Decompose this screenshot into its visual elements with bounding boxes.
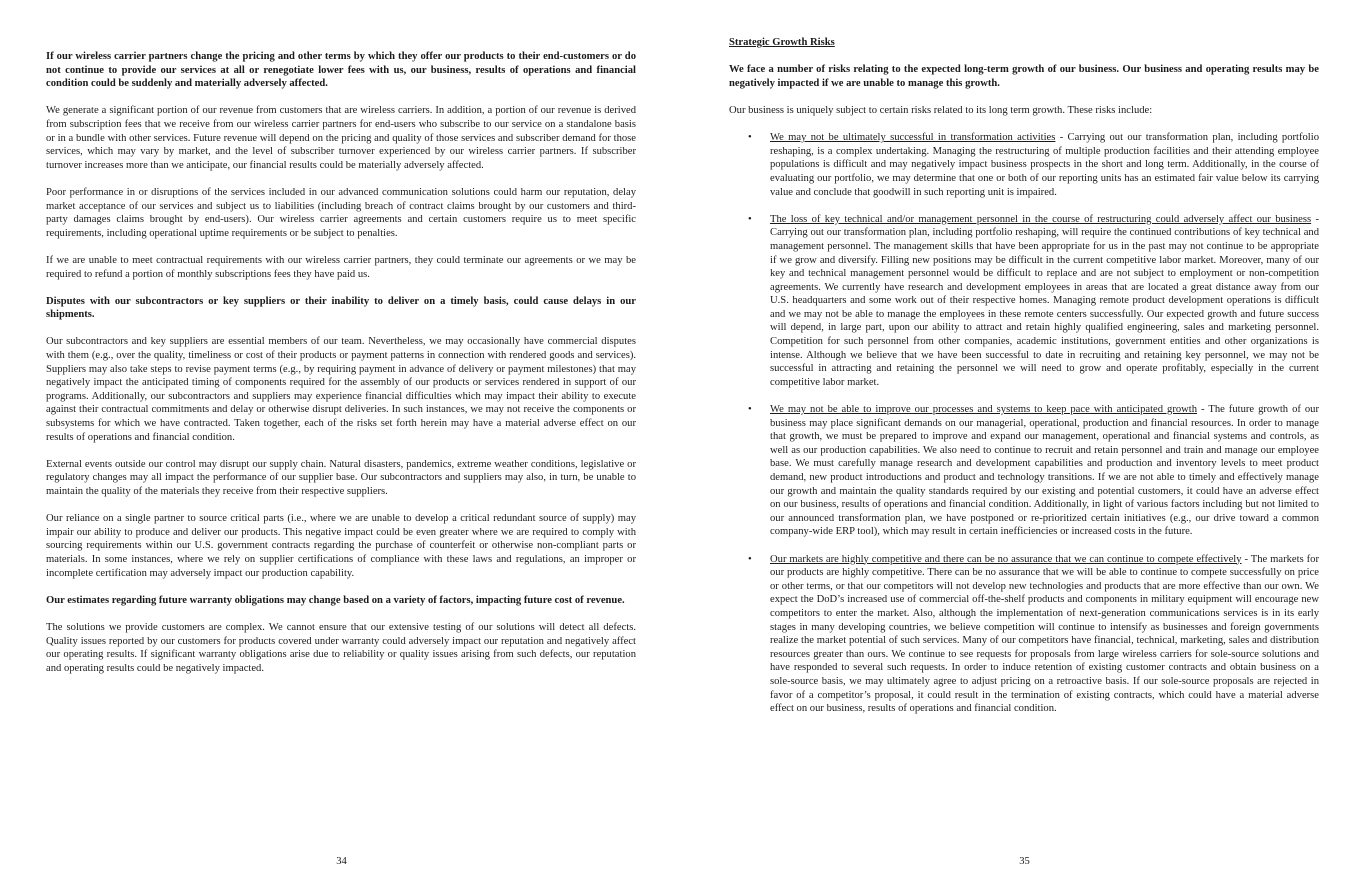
bullet-lead-processes-systems: We may not be able to improve our processes and systems to keep pace with anticipated growth xyxy=(770,404,1198,416)
bullet-text: - Carrying out our transformation plan, including portfolio reshaping, is a complex undertaking. Managing the restructuring of multiple production facilities and their attending employee populations is difficult and may negatively impact business prospects in the short and long term. Additionally, in the course of evaluating our portfolio, we may determine that one or both of our reporting units has an estimated fair value below its carrying value and conclude that goodwill in such reporting unit is impaired. xyxy=(770,132,1319,198)
bullet-marker: • xyxy=(748,553,752,565)
bullet-text: - The markets for our products are highly competitive. There can be no assurance that we will be able to continue to compete successfully on price or other terms, or that our competitors will not develop new technologies and products that are more effective than our own. We expect the DoD’s increased use of commercial off-the-shelf products and components in military equipment will encourage new competitors to enter the market. Also, although the implementation of next-generation communications services is in its early stages in many developing countries, we believe competition will continue to intensify as businesses and foreign governments realize the market potential of such services. Many of our competitors have financial, technical, marketing, sales and distribution resources greater than ours. We continue to see requests for proposals from large wireless carriers for sole-source solutions and have responded to several such requests. In order to induce retention of existing customer contracts and obtain business on a sole-source basis, we may ultimately agree to adjust pricing on a retroactive basis. If our sole-source proposals are rejected in favor of a competitor’s proposal, it could result in the termination of existing contracts, which could have a material adverse effect on our business, results of operations and financial condition. xyxy=(770,553,1319,715)
paragraph-subcontractors: Our subcontractors and key suppliers are essential members of our team. Nevertheless, we may occasionally have commercial disputes with them (e.g., over the quality, timeliness or cost of their products or payment patterns in connection with rendered goods and services). Suppliers may also take steps to revise payment terms (e.g., by requiring payment in advance of delivery or payment milestones) that may negatively impact the anticipated timing of components required for the assembly of our products or services rendered in support of our programs. Additionally, our subcontractors and suppliers may experience financial difficulties which may impact their ability to execute against their contractual commitments and delay or otherwise disrupt deliveries. In such instances, we may not receive the components or subsystems for which we have contracted. Taken together, each of the risks set forth herein may have a material adverse effect on our results of operations and financial condition. xyxy=(46,336,636,443)
growth-risks-list xyxy=(729,131,1319,716)
list-item xyxy=(729,403,1319,539)
bullet-lead-transformation: We may not be ultimately successful in transformation activities xyxy=(770,132,1056,144)
list-item xyxy=(729,213,1319,390)
page-35 xyxy=(683,0,1365,889)
paragraph-warranty: The solutions we provide customers are complex. We cannot ensure that our extensive testing of our solutions will detect all defects. Quality issues reported by our customers for products covered under warranty could adversely impact our reputation and negatively affect our operating results. If significant warranty obligations arise due to reliability or quality issues arising from such defects, our reputation and operating results could be negatively impacted. xyxy=(46,621,636,674)
paragraph-carrier-revenue: We generate a significant portion of our revenue from customers that are wireless carriers. In addition, a portion of our revenue is derived from subscription fees that we receive from our wireless carrier partners for end-users who subscribe to our service on a standalone basis or in a bundle with other services. Future revenue will depend on the pricing and quality of those services and subscriber demand for those services, which may vary by market, and the level of subscriber turnover experienced by our wireless carrier partners. If subscriber turnover increases more than we anticipate, our financial results could be materially adversely affected. xyxy=(46,105,636,171)
bullet-marker: • xyxy=(748,132,752,144)
bullet-marker: • xyxy=(748,213,752,225)
paragraph-external-events: External events outside our control may disrupt our supply chain. Natural disasters, pandemics, extreme weather conditions, legislative or regulatory changes may all impact the performance of our supplier base. Our subcontractors and suppliers may also, in turn, be unable to maintain the quality of the materials they receive from their respective suppliers. xyxy=(46,458,636,497)
paragraph-single-partner: Our reliance on a single partner to source critical parts (i.e., where we are unable to develop a critical redundant source of supply) may impair our ability to produce and deliver our products. This negative impact could be even greater where we are required to comply with sourcing requirements within our U.S. government contracts regarding the purchase of counterfeit or otherwise non-compliant parts or materials. In some instances, where we rely on supplier certifications of compliance with these laws and regulations, an improper or incomplete certification may adversely impact our production capability. xyxy=(46,513,636,579)
section-title-strategic-growth: Strategic Growth Risks xyxy=(729,37,835,48)
paragraph-contractual-requirements: If we are unable to meet contractual requirements with our wireless carrier partners, they could terminate our agreements or we may be required to refund a portion of monthly subscriptions fees they have paid us. xyxy=(46,254,636,280)
right-page-column xyxy=(729,36,1319,729)
page-number-left: 34 xyxy=(336,856,347,868)
risk-heading-long-term-growth: We face a number of risks relating to the expected long-term growth of our business. Our business and operating results may be negatively impacted if we are unable to manage this growth. xyxy=(729,64,1319,89)
risk-heading-wireless-carriers: If our wireless carrier partners change the pricing and other terms by which they offer our products to their end-customers or do not continue to provide our services at all or renegotiate lower fees with us, our business, results of operations and financial condition could be suddenly and materially adversely affected. xyxy=(46,51,636,90)
risk-heading-warranty: Our estimates regarding future warranty obligations may change based on a variety of factors, impacting future cost of revenue. xyxy=(46,594,625,606)
paragraph-growth-intro: Our business is uniquely subject to certain risks related to its long term growth. These risks include: xyxy=(729,104,1153,116)
page-number-right: 35 xyxy=(1019,856,1030,868)
bullet-marker: • xyxy=(748,404,752,416)
list-item xyxy=(729,553,1319,716)
left-page-column xyxy=(46,50,636,689)
bullet-lead-key-personnel: The loss of key technical and/or management personnel in the course of restructuring could adversely affect our business xyxy=(770,213,1312,225)
bullet-text: - The future growth of our business may place significant demands on our managerial, operational, production and financial resources. In order to manage that growth, we must be prepared to improve and expand our management, operational and financial systems and controls, as well as our production capabilities. We also need to continue to recruit and retain personnel and train and manage our employee base. We must carefully manage research and development capabilities and production and inventory levels to meet product demand, new product introductions and product and technology transitions. If we are not able to timely and effectively manage our growth and maintain the quality standards required by our existing and potential customers, it could have an adverse effect on our business, results of operations and financial condition. Additionally, in light of various factors including but not limited to our announced transformation plan, we have postponed or re-prioritized certain initiatives (e.g., our drive toward a common company-wide ERP tool), which may result in certain inefficiencies or increased costs in the future. xyxy=(770,404,1319,538)
paragraph-service-performance: Poor performance in or disruptions of the services included in our advanced communication solutions could harm our reputation, delay market acceptance of our services and subject us to liabilities (including breach of contract claims brought by our customers and third-party damages claims brought by end-users). Our wireless carrier agreements and certain customers require us to meet specific requirements, including operational uptime requirements or be subject to penalties. xyxy=(46,186,636,239)
bullet-lead-competition: Our markets are highly competitive and there can be no assurance that we can continue to compete effectively xyxy=(770,553,1242,565)
risk-heading-subcontractor-disputes: Disputes with our subcontractors or key suppliers or their inability to deliver on a timely basis, could cause delays in our shipments. xyxy=(46,295,636,321)
bullet-text: - Carrying out our transformation plan, including portfolio reshaping, will require the continued contributions of key technical and management personnel. The management skills that have been appropriate for us in the past may not continue to be appropriate if we grow and diversify. Filling new positions may be difficult in the current competitive labor market. Moreover, many of our key and technical management personnel would be difficult to replace and are not subject to employment or non-competition agreements. We currently have research and development employees in areas that are located a great distance away from our U.S. headquarters and some work out of their respective homes. Managing remote product development operations is difficult and we may not be able to manage the employees in these remote centers successfully. Our expected growth and future success will depend, in large part, upon our ability to attract and retain highly qualified engineering, sales and marketing personnel. Competition for such personnel from other companies, academic institutions, government entities and other organizations is intense. Although we believe that we have been successful to date in recruiting and retaining key personnel, we may not be successful in attracting and retaining the personnel we will need to grow and operate profitably, especially in the current competitive labor market. xyxy=(770,213,1319,388)
list-item xyxy=(729,131,1319,199)
